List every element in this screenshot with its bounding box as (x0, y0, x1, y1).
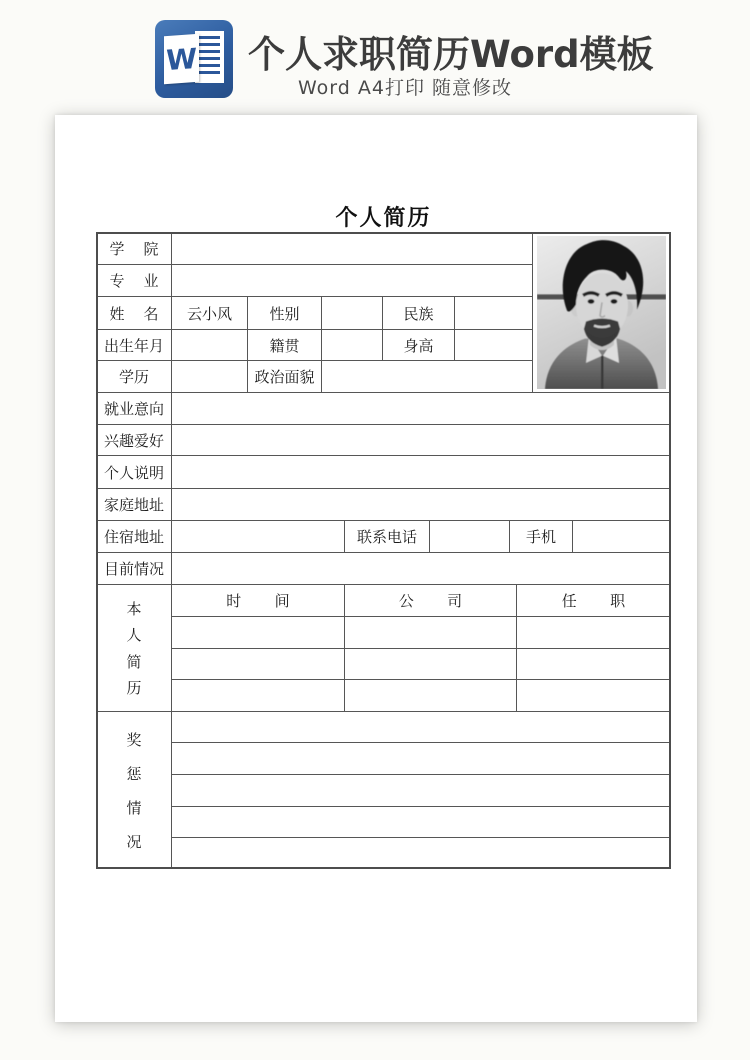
cell-ethnicity-label: 民族 (383, 297, 455, 330)
cell-name-label: 姓 名 (97, 297, 172, 330)
header-title: 个人求职简历Word模板 (248, 33, 654, 76)
cell-height-label: 身高 (383, 330, 455, 361)
resume-label-char: 历 (126, 679, 142, 698)
resume-row-position[interactable] (517, 649, 670, 680)
resume-row-company[interactable] (345, 649, 517, 680)
cell-education-value[interactable] (172, 361, 248, 393)
cell-political-value[interactable] (322, 361, 533, 393)
cell-mobile-label: 手机 (510, 521, 573, 553)
rewards-section-label (97, 712, 172, 868)
resume-label-char: 简 (126, 652, 142, 671)
cell-height-value[interactable] (455, 330, 533, 361)
cell-personal-label: 个人说明 (97, 456, 172, 489)
resume-title: 个人简历 (335, 205, 432, 231)
resume-row-position[interactable] (517, 680, 670, 712)
cell-college-label: 学 院 (97, 233, 172, 265)
rewards-label-char: 奖 (126, 730, 142, 749)
resume-table (97, 233, 670, 868)
cell-personal-value[interactable] (172, 456, 670, 489)
cell-mobile-value[interactable] (573, 521, 670, 553)
cell-major-label: 专 业 (97, 265, 172, 297)
cell-college-value[interactable] (172, 233, 533, 265)
header-position: 任 职 (517, 585, 670, 617)
cell-major-value[interactable] (172, 265, 533, 297)
rewards-row[interactable] (172, 807, 670, 838)
cell-home-value[interactable] (172, 489, 670, 521)
resume-label-char: 人 (126, 626, 142, 645)
word-icon-document (195, 31, 224, 83)
cell-native-label: 籍贯 (248, 330, 322, 361)
cell-gender-label: 性别 (248, 297, 322, 330)
rewards-row[interactable] (172, 838, 670, 868)
rewards-row[interactable] (172, 712, 670, 743)
word-icon (155, 20, 233, 98)
word-icon-letter: W (164, 34, 199, 84)
resume-row-time[interactable] (172, 617, 345, 649)
cell-job-intention-label: 就业意向 (97, 393, 172, 425)
cell-birth-label: 出生年月 (97, 330, 172, 361)
cell-hobby-label: 兴趣爱好 (97, 425, 172, 456)
cell-dorm-label: 住宿地址 (97, 521, 172, 553)
resume-row-time[interactable] (172, 680, 345, 712)
cell-political-label: 政治面貌 (248, 361, 322, 393)
cell-gender-value[interactable] (322, 297, 383, 330)
document-page (55, 115, 697, 1022)
cell-current-label: 目前情况 (97, 553, 172, 585)
cell-job-intention-value[interactable] (172, 393, 670, 425)
resume-label-char: 本 (126, 599, 142, 618)
cell-education-label: 学历 (97, 361, 172, 393)
cell-phone-label: 联系电话 (345, 521, 430, 553)
header-time: 时 间 (172, 585, 345, 617)
word-icon-document-lines (199, 36, 220, 78)
cell-name-value[interactable]: 云小风 (172, 297, 248, 330)
header (0, 0, 750, 115)
cell-birth-value[interactable] (172, 330, 248, 361)
resume-section-label (97, 585, 172, 712)
header-subtitle: Word A4打印 随意修改 (297, 77, 512, 99)
resume-row-time[interactable] (172, 649, 345, 680)
rewards-row[interactable] (172, 743, 670, 775)
resume-row-company[interactable] (345, 680, 517, 712)
applicant-photo (533, 233, 670, 393)
cell-dorm-value[interactable] (172, 521, 345, 553)
cell-hobby-value[interactable] (172, 425, 670, 456)
rewards-label-char: 情 (126, 798, 142, 817)
resume-row-position[interactable] (517, 617, 670, 649)
cell-ethnicity-value[interactable] (455, 297, 533, 330)
rewards-row[interactable] (172, 775, 670, 807)
cell-current-value[interactable] (172, 553, 670, 585)
rewards-label-char: 惩 (126, 764, 142, 783)
cell-home-label: 家庭地址 (97, 489, 172, 521)
resume-row-company[interactable] (345, 617, 517, 649)
header-company: 公 司 (345, 585, 517, 617)
cell-native-value[interactable] (322, 330, 383, 361)
portrait-illustration (537, 236, 666, 389)
cell-phone-value[interactable] (430, 521, 510, 553)
rewards-label-char: 况 (126, 832, 142, 851)
